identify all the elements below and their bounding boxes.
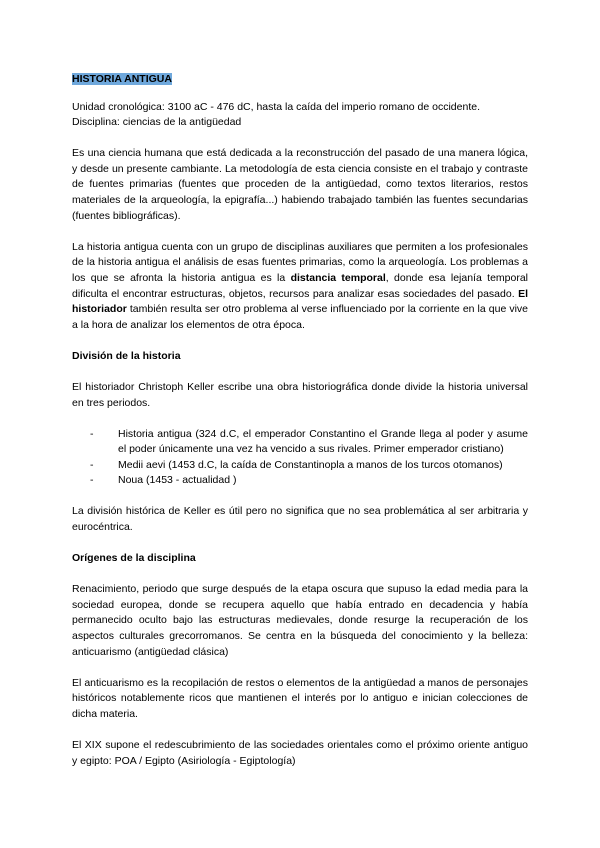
list-item-text: Noua (1453 - actualidad ): [118, 474, 237, 487]
list-dash: -: [90, 458, 94, 471]
paragraph-antiquarianism: El anticuarismo es la recopilación de restos o elementos de la antigüedad a manos de personajes históricos notablemente ricos que mantienen el interés por lo antiguo e inician colecciones de dicha materia.: [72, 676, 528, 720]
heading-division: División de la historia: [72, 349, 181, 362]
paragraph-renaissance: Renacimiento, periodo que surge después de la etapa oscura que supuso la edad media para la sociedad europea, donde se recupera aquello que había entrado en decadencia y había permanecido oculto bajo las estructuras medievales, donde resurge la recuperación de los aspectos culturales grecorromanos. Se centra en la búsqueda del conocimiento y la belleza: anticuarismo (antigüedad clásica): [72, 583, 528, 658]
paragraph-keller-closing: La división histórica de Keller es útil pero no significa que no sea problemática al ser arbitraria y eurocéntrica.: [72, 505, 528, 534]
periods-list: [72, 427, 528, 489]
heading-origins: Orígenes de la disciplina: [72, 552, 196, 565]
meta-block: [72, 100, 528, 131]
para2-text-2: , donde esa lejanía temporal dificulta el encontrar estructuras, objetos, recursos para analizar esas sociedades del pasado.: [72, 271, 528, 300]
para2-bold-historian: El historiador: [72, 287, 528, 316]
meta-discipline: Disciplina: ciencias de la antigüedad: [72, 116, 242, 129]
para2-text-1: La historia antigua cuenta con un grupo de disciplinas auxiliares que permiten a los profesionales de la historia antigua el análisis de esas fuentes primarias, como la arqueología. Los problemas a los que se afronta la historia antigua es la: [72, 240, 528, 284]
list-item-text: Medii aevi (1453 d.C, la caída de Constantinopla a manos de los turcos otomanos): [118, 458, 503, 471]
list-dash: -: [90, 427, 94, 440]
para2-text-3: también resulta ser otro problema al verse influenciado por la corriente en la que vive a la hora de analizar los elementos de otra época.: [72, 303, 528, 331]
paragraph-definition: Es una ciencia humana que está dedicada a la reconstrucción del pasado de una manera lógica, y desde un presente cambiante. La metodología de esta ciencia consiste en el trabajo y contraste de fuentes primarias (fuentes que proceden de la antigüedad, como textos literarios, restos materiales de la arqueología, la epigrafía...) habiendo trabajado también las fuentes secundarias (fuentes bibliográficas).: [72, 147, 528, 222]
paragraph-nineteenth-century: El XIX supone el redescubrimiento de las sociedades orientales como el próximo oriente antiguo y egipto: POA / Egipto (Asiriología - Egiptología): [72, 739, 528, 767]
list-item: [90, 427, 528, 458]
paragraph-keller-intro: El historiador Christoph Keller escribe una obra historiográfica donde divide la historia universal en tres periodos.: [72, 380, 528, 409]
meta-chronology: Unidad cronológica: 3100 aC - 476 dC, hasta la caída del imperio romano de occidente.: [72, 100, 480, 113]
list-dash: -: [90, 474, 94, 487]
paragraph-auxiliary-disciplines: [72, 240, 528, 334]
document-body: [72, 72, 528, 785]
list-item: [90, 473, 528, 489]
document-title: [72, 72, 528, 88]
list-item: [90, 458, 528, 474]
para2-bold-distance: distancia temporal: [290, 271, 386, 284]
title-highlight: HISTORIA ANTIGUA: [72, 73, 172, 85]
list-item-text: Historia antigua (324 d.C, el emperador Constantino el Grande llega al poder y asume el poder únicamente una vez ha vencido a sus rivales. Primer emperador cristiano): [118, 427, 528, 456]
